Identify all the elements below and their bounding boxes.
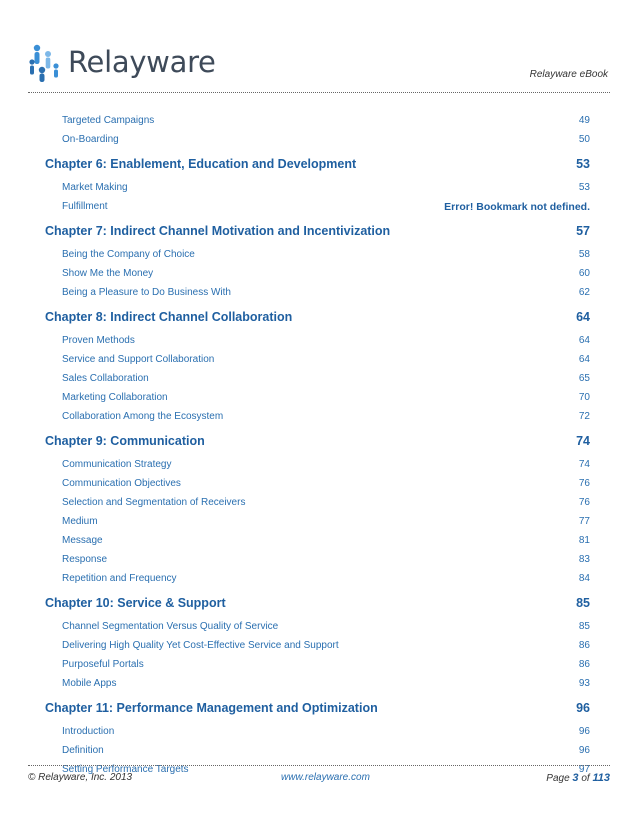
toc-page-number: 83 [578,554,590,565]
section-title[interactable]: Medium [62,516,98,527]
logo-text: Relayware [68,44,216,79]
toc-page-number: 93 [578,678,590,689]
section-title[interactable]: Communication Objectives [62,478,181,489]
toc-page-number: 97 [578,764,590,775]
relayware-logo [28,42,216,82]
copyright-text: © Relayware, Inc. 2013 [28,772,133,783]
section-title[interactable]: Show Me the Money [62,268,154,279]
footer-divider [28,765,610,766]
toc-page-number: 62 [578,287,590,298]
toc-page-number: 64 [576,310,590,324]
toc-page-number: 49 [578,115,590,126]
toc-page-number: 77 [578,516,590,527]
section-title[interactable]: Market Making [62,182,128,193]
section-title[interactable]: Selection and Segmentation of Receivers [62,497,246,508]
section-title[interactable]: Communication Strategy [62,459,172,470]
section-title[interactable]: Delivering High Quality Yet Cost-Effective Service and Support [62,640,339,651]
page-current: 3 [572,772,579,784]
section-title[interactable]: Mobile Apps [62,678,117,689]
toc-page-number: 74 [578,459,590,470]
chapter-title[interactable]: Chapter 8: Indirect Channel Collaboration [45,310,293,324]
section-title[interactable]: Repetition and Frequency [62,573,177,584]
toc-page-number: 58 [578,249,590,260]
toc-page-number: 96 [578,726,590,737]
toc-page-number: 53 [576,157,590,171]
section-title[interactable]: Setting Performance Targets [62,764,189,775]
section-title[interactable]: Response [62,554,108,565]
section-title[interactable]: Targeted Campaigns [62,115,155,126]
toc-page-number: 70 [578,392,590,403]
toc-page-number: 60 [578,268,590,279]
toc-page-number: 53 [578,182,590,193]
toc-page-number: 96 [578,745,590,756]
section-title[interactable]: On-Boarding [62,134,119,145]
header-divider [28,92,610,93]
section-title[interactable]: Fulfillment [62,201,108,212]
chapter-title[interactable]: Chapter 11: Performance Management and Optimization [45,701,378,715]
section-title[interactable]: Introduction [62,726,115,737]
toc-page-number: 57 [576,224,590,238]
section-title[interactable]: Message [62,535,103,546]
people-network-icon [28,42,62,82]
section-title[interactable]: Definition [62,745,104,756]
toc-page-number: 65 [578,373,590,384]
chapter-title[interactable]: Chapter 7: Indirect Channel Motivation and Incentivization [45,224,391,238]
toc-page-number: 72 [578,411,590,422]
section-title[interactable]: Channel Segmentation Versus Quality of Service [62,621,279,632]
section-title[interactable]: Marketing Collaboration [62,392,168,403]
toc-page-number: 86 [578,640,590,651]
section-title[interactable]: Service and Support Collaboration [62,354,215,365]
page-prefix: Page [546,773,570,784]
chapter-title[interactable]: Chapter 10: Service & Support [45,596,226,610]
ebook-label: Relayware eBook [529,69,608,80]
section-title[interactable]: Sales Collaboration [62,373,149,384]
toc-page-number: 86 [578,659,590,670]
section-title[interactable]: Purposeful Portals [62,659,144,670]
page-of: of [581,773,590,784]
page-total: 113 [592,772,610,784]
toc-page-number: 81 [578,535,590,546]
toc-page-number: 85 [576,596,590,610]
section-title[interactable]: Being a Pleasure to Do Business With [62,287,231,298]
toc-page-number: 76 [578,478,590,489]
toc-page-number: Error! Bookmark not defined. [444,201,590,213]
toc-page-number: 64 [578,335,590,346]
page-number [546,772,610,784]
toc-page-number: 96 [576,701,590,715]
section-title[interactable]: Proven Methods [62,335,135,346]
page-header [0,0,638,92]
toc-page-number: 50 [578,134,590,145]
website-link[interactable]: www.relayware.com [281,772,370,783]
toc-page-number: 85 [578,621,590,632]
section-title[interactable]: Collaboration Among the Ecosystem [62,411,224,422]
toc-page-number: 84 [578,573,590,584]
toc-page-number: 76 [578,497,590,508]
chapter-title[interactable]: Chapter 6: Enablement, Education and Development [45,157,357,171]
toc-page-number: 74 [576,434,590,448]
chapter-title[interactable]: Chapter 9: Communication [45,434,205,448]
section-title[interactable]: Being the Company of Choice [62,249,195,260]
toc-page-number: 64 [578,354,590,365]
